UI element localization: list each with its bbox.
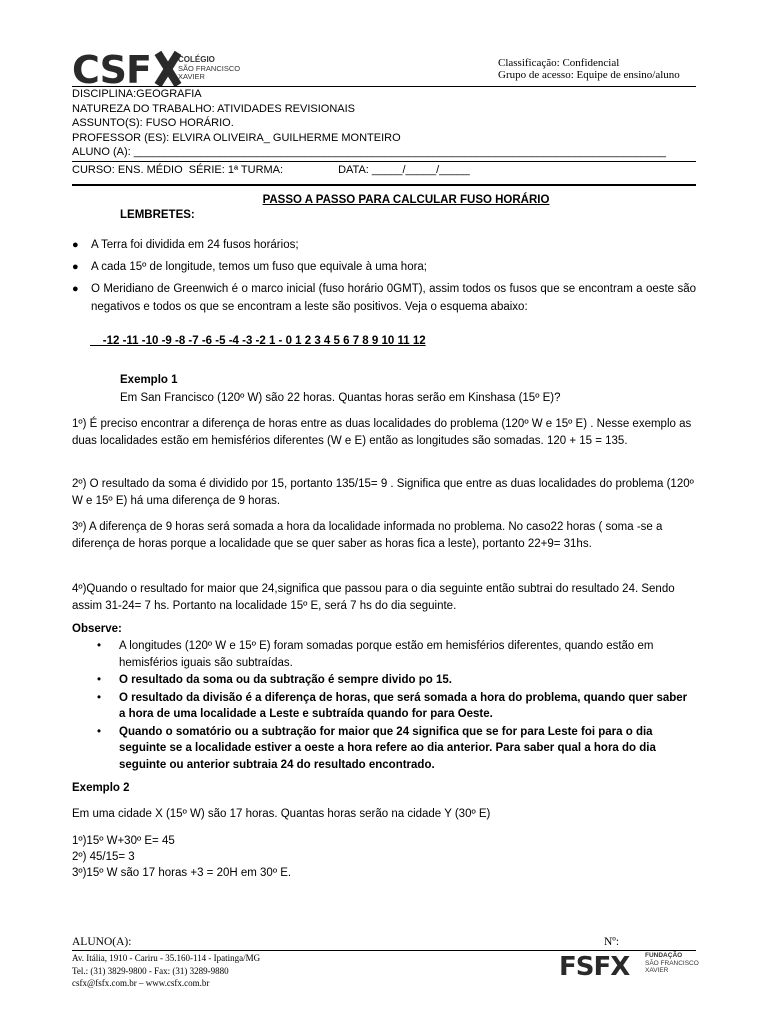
classification-text: Classificação: Confidencial	[498, 57, 620, 69]
bullet-icon: •	[97, 691, 102, 704]
lembretes-list	[72, 236, 696, 320]
footer-aluno-label: ALUNO(A):	[72, 936, 132, 948]
list-item	[72, 280, 696, 316]
fsfx-sub-line1: FUNDAÇÃO	[645, 952, 683, 959]
list-item	[72, 724, 696, 774]
list-item	[72, 258, 696, 276]
classification-block	[498, 57, 680, 81]
observe-text: O resultado da soma ou da subtração é sempre divido po 15.	[119, 674, 452, 686]
aluno-line: ALUNO (A): _______________________________________________________________________________________	[72, 146, 666, 158]
fsfx-sub-line3: XAVIER	[645, 967, 669, 974]
assunto-line: ASSUNTO(S): FUSO HORÁRIO.	[72, 117, 234, 129]
footer-divider	[72, 950, 696, 951]
page-title: PASSO A PASSO PARA CALCULAR FUSO HORÁRIO	[262, 194, 550, 206]
natureza-line: NATUREZA DO TRABALHO: ATIVIDADES REVISIONAIS	[72, 102, 356, 115]
exemplo1-step4: 4º)Quando o resultado for maior que 24,significa que passou para o dia seguinte então subtrai do resultado 24. Sendo assim 31-24= 7 hs. Portanto na localidade 15º E, será 7 hs do dia seguinte.	[72, 583, 675, 612]
logo-sub-line3: XAVIER	[178, 72, 205, 81]
exemplo1-step2: 2º) O resultado da soma é dividido por 15, portanto 135/15= 9 . Significa que entre as duas localidades do problema (120º W e 15º E) há uma diferença de 9 horas.	[72, 478, 694, 507]
school-logo	[72, 50, 181, 90]
footer-contact	[72, 952, 260, 990]
footer-number-label: Nº:	[604, 936, 620, 948]
info-divider	[72, 161, 696, 162]
fsfx-sub-line2: SÃO FRANCISCO	[645, 959, 699, 967]
list-item	[72, 236, 696, 254]
exemplo2-step3: 3º)15º W são 17 horas +3 = 20H em 30º E.	[72, 867, 292, 879]
logo-letters: CSF	[72, 48, 151, 92]
observe-label: Observe:	[72, 623, 122, 635]
info-bottom-divider	[72, 184, 696, 186]
foundation-logo-subtitle	[645, 952, 699, 975]
logo-x-mark	[153, 52, 181, 86]
logo-sub-line2: SÃO FRANCISCO	[178, 63, 241, 73]
timezone-scale: -12 -11 -10 -9 -8 -7 -6 -5 -4 -3 -2 1 - 0 1 2 3 4 5 6 7 8 9 10 11 12	[90, 335, 426, 347]
footer-email: csfx@fsfx.com.br – www.csfx.com.br	[72, 978, 210, 988]
info-block	[72, 87, 666, 160]
observe-text: A longitudes (120º W e 15º E) foram somadas porque estão em hemisférios diferentes, quando estão em hemisférios iguais são subtraídas.	[119, 640, 654, 669]
disciplina-line: DISCIPLINA:GEOGRAFIA	[72, 88, 202, 100]
list-item	[72, 690, 696, 723]
exemplo2-step2: 2º) 45/15= 3	[72, 851, 135, 863]
bullet-icon: ●	[72, 239, 79, 251]
bullet-icon: ●	[72, 261, 79, 273]
footer-address: Av. Itália, 1910 - Cariru - 35.160-114 - Ipatinga/MG	[72, 953, 261, 963]
bullet-text: A cada 15º de longitude, temos um fuso que equivale à uma hora;	[91, 261, 428, 273]
exemplo2-step1: 1º)15º W+30º E= 45	[72, 835, 175, 847]
access-group-text: Grupo de acesso: Equipe de ensino/aluno	[498, 69, 680, 81]
list-item	[72, 672, 696, 689]
curso-line: CURSO: ENS. MÉDIO SÉRIE: 1ª TURMA: DATA: _____/_____/_____	[72, 164, 470, 176]
foundation-logo: FSFX	[559, 952, 630, 982]
observe-text: O resultado da divisão é a diferença de horas, que será somada a hora do problema, quando quer saber a hora de uma localidade a Leste e subtraída quando for para Oeste.	[119, 691, 688, 720]
bullet-text: O Meridiano de Greenwich é o marco inicial (fuso horário 0GMT), assim todos os fusos que se encontram a oeste são negativos e todos os que se encontram a leste são positivos. Veja o esquema abaixo:	[91, 283, 696, 313]
bullet-icon: •	[97, 640, 102, 652]
exemplo1-step3: 3º) A diferença de 9 horas será somada a hora da localidade informada no problema. No caso22 horas ( soma -se a diferença de horas porque a localidade que se quer saber as horas fica a leste), portanto 22+9= 31hs.	[72, 521, 663, 550]
school-logo-subtitle	[178, 56, 240, 82]
exemplo1-step1: 1º) É preciso encontrar a diferença de horas entre as duas localidades do problema (120º W e 15º E) . Nesse exemplo as duas localidades estão em hemisférios diferentes (W e E) então as longitudes são somadas. 120 + 15 = 135.	[72, 418, 692, 447]
exemplo1-label: Exemplo 1	[120, 374, 178, 386]
professor-line: PROFESSOR (ES): ELVIRA OLIVEIRA_ GUILHERME MONTEIRO	[72, 131, 401, 144]
exemplo2-question: Em uma cidade X (15º W) são 17 horas. Quantas horas serão na cidade Y (30º E)	[72, 808, 491, 820]
bullet-text: A Terra foi dividida em 24 fusos horários;	[91, 239, 299, 251]
bullet-icon: ●	[72, 283, 79, 295]
logo-sub-line1: COLÉGIO	[178, 55, 215, 64]
bullet-icon: •	[97, 674, 102, 686]
observe-list	[72, 638, 696, 774]
exemplo1-question: Em San Francisco (120º W) são 22 horas. Quantas horas serão em Kinshasa (15º E)?	[120, 392, 561, 404]
exemplo2-label: Exemplo 2	[72, 782, 130, 794]
footer-phone: Tel.: (31) 3829-9800 - Fax: (31) 3289-9880	[72, 965, 229, 976]
observe-text: Quando o somatório ou a subtração for maior que 24 significa que se for para Leste foi para o dia seguinte se a localidade estiver a oeste a hora refere ao dia anterior. Para saber qual a hora do dia seguinte ou anterior subtraia 24 do resultado encontrado.	[119, 725, 656, 771]
lembretes-label: LEMBRETES:	[120, 209, 195, 221]
list-item	[72, 638, 696, 671]
bullet-icon: •	[97, 725, 102, 738]
